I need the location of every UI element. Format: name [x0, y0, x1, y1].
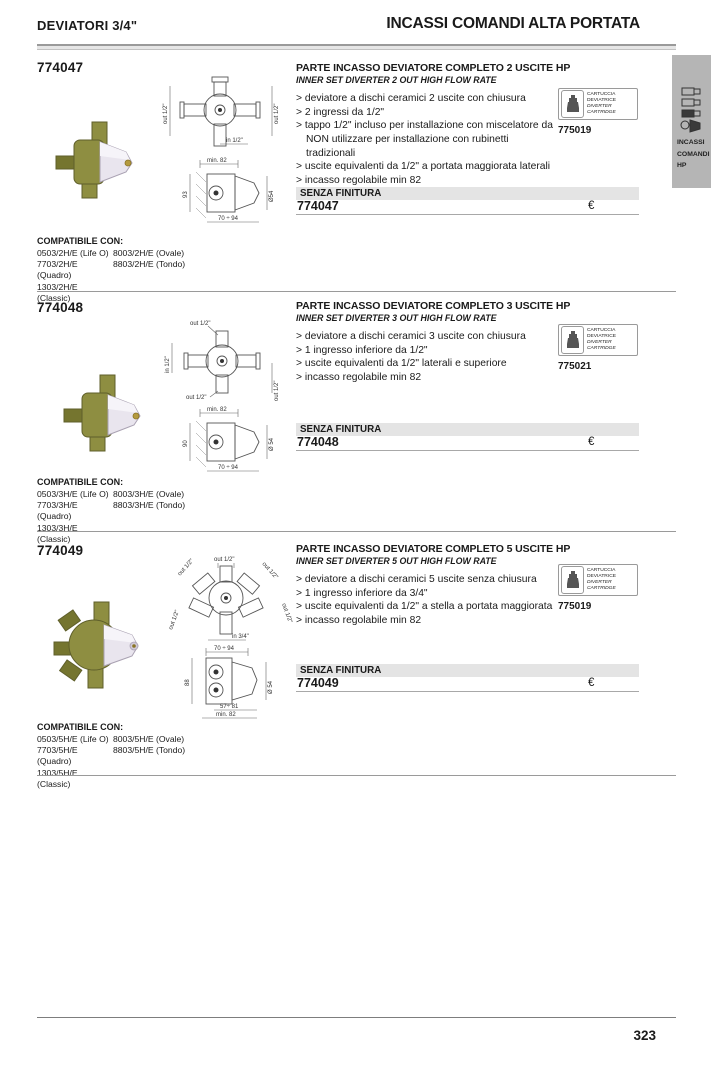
product-title: PARTE INCASSO DEVIATORE COMPLETO 3 USCITE HP — [296, 300, 571, 312]
cartridge-icon — [561, 326, 584, 354]
compatible-item: 8003/2H/E (Ovale) — [113, 248, 185, 258]
compatible-item: 8003/3H/E (Ovale) — [113, 489, 185, 499]
svg-text:in 1/2": in 1/2" — [226, 138, 243, 144]
footer-rule — [37, 1017, 676, 1018]
feature-item: > 1 ingresso inferiore da 1/2" — [296, 344, 428, 356]
svg-text:min. 82: min. 82 — [207, 407, 227, 413]
finish-bar: SENZA FINITURA — [296, 664, 639, 677]
svg-text:Ø54: Ø54 — [269, 190, 275, 202]
svg-text:Ø 54: Ø 54 — [268, 680, 274, 694]
section-divider — [37, 291, 676, 292]
technical-drawing — [160, 72, 292, 230]
svg-text:out 1/2": out 1/2" — [168, 609, 181, 631]
product-title: PARTE INCASSO DEVIATORE COMPLETO 2 USCITE HP — [296, 62, 571, 74]
svg-text:57÷ 81: 57÷ 81 — [220, 704, 239, 710]
svg-text:in 1/2": in 1/2" — [165, 356, 171, 373]
cartridge-code: 775019 — [558, 601, 592, 612]
svg-text:out 1/2": out 1/2" — [280, 602, 293, 624]
feature-item: > deviatore a dischi ceramici 2 uscite con chiusura — [296, 93, 526, 104]
compatible-item: 8803/5H/E (Tondo) — [113, 745, 186, 756]
svg-text:out 1/2": out 1/2" — [190, 321, 211, 327]
svg-text:out 1/2": out 1/2" — [163, 103, 169, 124]
compatible-item: 0503/2H/E (Life O) — [37, 248, 109, 258]
cartridge-label-1: CARTUCCIA — [587, 327, 616, 333]
compatible-item: 1303/2H/E (Classic) — [37, 281, 78, 303]
compatible-block — [37, 236, 203, 304]
svg-text:88: 88 — [185, 679, 191, 686]
cartridge-code: 775021 — [558, 361, 592, 372]
price-row — [296, 675, 639, 692]
cartridge-label-2: DEVIATRICE — [587, 97, 616, 103]
product-section — [0, 540, 711, 789]
technical-drawing — [160, 317, 292, 477]
page-title-right: INCASSI COMANDI ALTA PORTATA — [386, 15, 640, 32]
cartridge-label-2: DEVIATRICE — [587, 573, 616, 579]
product-photo — [52, 120, 144, 202]
section-divider — [37, 775, 676, 776]
svg-text:out 1/2": out 1/2" — [214, 557, 235, 563]
svg-text:out 1/2": out 1/2" — [274, 103, 280, 124]
cartridge-info — [558, 88, 644, 136]
finish-bar: SENZA FINITURA — [296, 187, 639, 200]
compatible-item: 8003/5H/E (Ovale) — [113, 734, 185, 744]
svg-text:out 1/2": out 1/2" — [177, 558, 196, 578]
tab-label-line2: COMANDI — [677, 150, 710, 158]
feature-item: > 1 ingresso inferiore da 3/4" — [296, 587, 428, 599]
feature-item: > tappo 1/2" incluso per installazione con miscelatore da NON utilizzare per installazione con rubinetti tradizionali — [296, 120, 553, 159]
compatible-heading: COMPATIBILE CON: — [37, 722, 124, 732]
compatible-block — [37, 722, 203, 790]
page-title-left: DEVIATORI 3/4" — [37, 18, 138, 33]
product-title: PARTE INCASSO DEVIATORE COMPLETO 5 USCITE HP — [296, 543, 571, 555]
feature-item: > incasso regolabile min 82 — [296, 372, 422, 384]
compatible-item: 7703/2H/E (Quadro) — [37, 259, 78, 281]
feature-list — [296, 92, 558, 188]
cartridge-icon — [561, 566, 584, 594]
tab-label-line1: INCASSI — [677, 139, 705, 146]
svg-text:70 ÷ 94: 70 ÷ 94 — [214, 646, 234, 652]
compatible-item: 7703/3H/E (Quadro) — [37, 500, 78, 522]
cartridge-icon — [561, 90, 584, 118]
feature-item: > deviatore a dischi ceramici 3 uscite con chiusura — [296, 331, 526, 342]
cartridge-label-2: DEVIATRICE — [587, 333, 616, 339]
product-photo — [52, 600, 152, 692]
svg-text:93: 93 — [183, 191, 189, 198]
feature-list — [296, 330, 558, 385]
feature-item: > uscite equivalenti da 1/2" laterali e superiore — [296, 358, 507, 370]
compatible-item: 1303/5H/E (Classic) — [37, 767, 78, 789]
compatible-item: 0503/5H/E (Life O) — [37, 734, 109, 744]
compatible-item: 0503/3H/E (Life O) — [37, 489, 109, 499]
page-number: 323 — [633, 1028, 656, 1043]
svg-text:70 ÷ 94: 70 ÷ 94 — [218, 216, 238, 222]
tab-label-line3: HP — [677, 162, 687, 170]
feature-item: > incasso regolabile min 82 — [296, 175, 422, 187]
product-section — [0, 60, 711, 303]
product-section — [0, 297, 711, 544]
product-code: 774047 — [37, 60, 84, 75]
product-subtitle: INNER SET DIVERTER 2 OUT HIGH FLOW RATE — [296, 75, 497, 85]
svg-text:min. 82: min. 82 — [207, 158, 227, 164]
feature-item: > deviatore a dischi ceramici 5 uscite senza chiusura — [296, 574, 537, 585]
price-row-code: 774048 — [297, 435, 339, 449]
cartridge-label-3: DIVERTER CARTRIDGE — [587, 340, 616, 352]
compatible-heading: COMPATIBILE CON: — [37, 236, 124, 246]
compatible-heading: COMPATIBILE CON: — [37, 477, 124, 487]
price-currency: € — [588, 436, 595, 448]
price-row — [296, 434, 639, 451]
product-subtitle: INNER SET DIVERTER 3 OUT HIGH FLOW RATE — [296, 313, 497, 323]
cartridge-info — [558, 324, 644, 372]
product-subtitle: INNER SET DIVERTER 5 OUT HIGH FLOW RATE — [296, 556, 497, 566]
cartridge-label-1: CARTUCCIA — [587, 91, 616, 97]
cartridge-label-3: DIVERTER CARTRIDGE — [587, 104, 616, 116]
cartridge-info — [558, 564, 644, 612]
svg-text:out 1/2": out 1/2" — [260, 561, 279, 581]
feature-list — [296, 573, 558, 628]
svg-text:out 1/2": out 1/2" — [274, 380, 280, 401]
svg-text:out 1/2": out 1/2" — [186, 395, 207, 401]
compatible-block — [37, 477, 203, 545]
price-row-code: 774047 — [297, 199, 339, 213]
svg-text:in 3/4": in 3/4" — [232, 634, 249, 640]
feature-item: > uscite equivalenti da 1/2" a portata maggiorata laterali — [296, 161, 551, 173]
svg-text:90: 90 — [183, 440, 189, 447]
finish-bar: SENZA FINITURA — [296, 423, 639, 436]
cartridge-code: 775019 — [558, 125, 592, 136]
compatible-item: 8803/3H/E (Tondo) — [113, 500, 186, 511]
feature-item: > uscite equivalenti da 1/2" a stella a portata maggiorata — [296, 601, 553, 613]
product-code: 774048 — [37, 300, 84, 315]
feature-item: > incasso regolabile min 82 — [296, 615, 422, 627]
header-rule — [37, 44, 676, 50]
product-photo — [60, 373, 152, 455]
compatible-item: 7703/5H/E (Quadro) — [37, 745, 78, 767]
cartridge-label-3: DIVERTER CARTRIDGE — [587, 580, 616, 592]
technical-drawing — [158, 554, 298, 722]
compatible-item: 8803/2H/E (Tondo) — [113, 259, 186, 270]
svg-text:70 ÷ 94: 70 ÷ 94 — [218, 465, 238, 471]
svg-text:Ø 54: Ø 54 — [269, 437, 275, 451]
section-divider — [37, 531, 676, 532]
product-code: 774049 — [37, 543, 84, 558]
price-currency: € — [588, 200, 595, 212]
compatible-item: 1303/3H/E (Classic) — [37, 522, 78, 544]
price-row-code: 774049 — [297, 676, 339, 690]
price-row — [296, 198, 639, 215]
feature-item: > 2 ingressi da 1/2" — [296, 106, 385, 118]
price-currency: € — [588, 677, 595, 689]
cartridge-label-1: CARTUCCIA — [587, 567, 616, 573]
svg-text:min. 82: min. 82 — [216, 712, 236, 718]
